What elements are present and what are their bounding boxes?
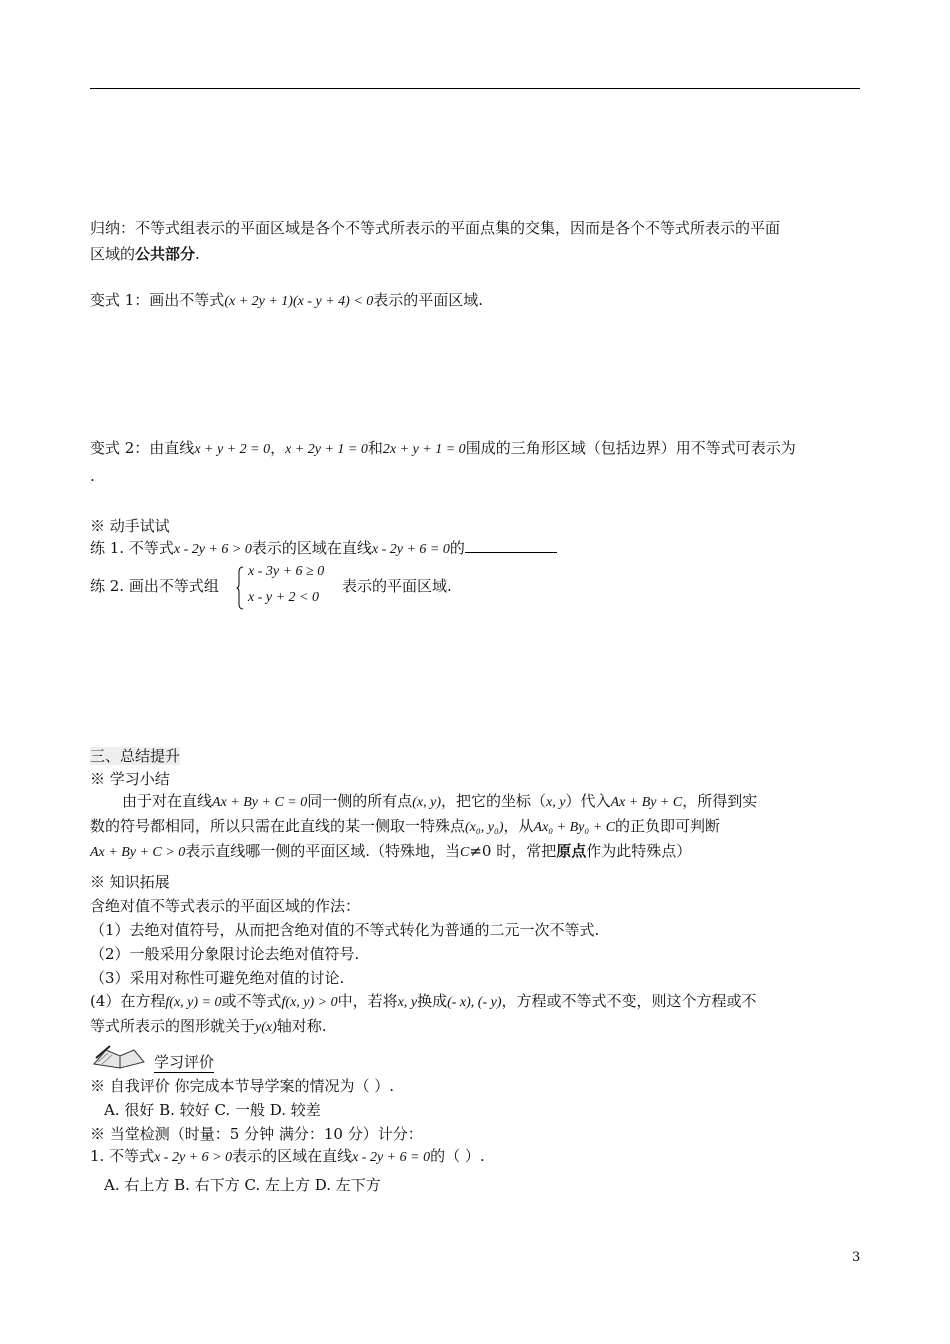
- p1-a: 由于对在直线: [122, 792, 213, 810]
- p2-math-1: (x₀, y₀): [465, 820, 504, 835]
- summary-text-post: .: [195, 245, 200, 263]
- p2-math-2: Ax₀ + By₀ + C: [533, 820, 616, 835]
- variant-2-math-1: x + y + 2 = 0: [194, 442, 271, 457]
- p1-math-3: x, y: [546, 795, 566, 810]
- evaluation-title: [154, 1052, 214, 1072]
- k5-a: 等式所表示的图形就关于: [90, 1017, 256, 1035]
- p2-c: 的正负即可判断: [615, 817, 721, 835]
- k4-b: 或不等式: [221, 992, 282, 1010]
- brace-icon: [236, 566, 244, 610]
- p3-a: 表示直线哪一侧的平面区域.（特殊地，当: [185, 842, 460, 860]
- summary-text-pre: 区域的: [90, 245, 136, 263]
- book-pen-icon: [90, 1044, 148, 1070]
- k5-math-1: y(x): [255, 1020, 277, 1035]
- variant-1-pre: 变式 1：画出不等式: [90, 291, 225, 309]
- exercise-2-post: 表示的平面区域.: [342, 577, 452, 595]
- p3-c: 作为此特殊点）: [586, 842, 692, 860]
- extension-subheading: ※ 知识拓展: [90, 873, 170, 891]
- summary-text: 归纳：不等式组表示的平面区域是各个不等式所表示的平面点集的交集，因而是各个不等式所表示的平面: [90, 219, 781, 237]
- para-2: [90, 816, 720, 838]
- p3-bold: 原点: [556, 842, 587, 860]
- variant-2-sep: ，: [270, 439, 286, 457]
- variant-1-post: 表示的平面区域.: [373, 291, 484, 309]
- evaluation-title-text: 学习评价: [154, 1053, 215, 1071]
- k4-d: 换成: [417, 992, 448, 1010]
- p1-c: ，把它的坐标（: [441, 792, 547, 810]
- variant-2-and: 和: [367, 439, 383, 457]
- q1-mid: 表示的区域在直线: [232, 1147, 353, 1165]
- page-number: 3: [852, 1250, 861, 1265]
- p2-a: 数的符号都相同，所以只需在此直线的某一侧取一特殊点: [90, 817, 466, 835]
- self-evaluation: ※ 自我评价 你完成本节导学案的情况为（ ）.: [90, 1077, 395, 1095]
- q1-math-2: x - 2y + 6 = 0: [352, 1150, 431, 1165]
- summary-bold: 公共部分: [135, 245, 196, 263]
- q1-math-1: x - 2y + 6 > 0: [154, 1150, 233, 1165]
- variant-2-post: 围成的三角形区域（包括边界）用不等式可表示为: [465, 439, 796, 457]
- p3-math-1: Ax + By + C > 0: [90, 845, 186, 860]
- extension-intro: 含绝对值不等式表示的平面区域的作法：: [90, 897, 361, 915]
- variant-2-math-3: 2x + y + 1 = 0: [382, 442, 466, 457]
- test-heading: ※ 当堂检测（时量：5 分钟 满分：10 分）计分：: [90, 1125, 423, 1143]
- p3-math-2: C: [460, 845, 470, 860]
- p3-b: ≠0 时，常把: [469, 842, 557, 860]
- variant-2: [90, 438, 796, 460]
- exercise-1: [90, 538, 557, 560]
- p1-math-2: (x, y): [412, 795, 442, 810]
- extension-item-4: [90, 991, 757, 1013]
- answer-blank[interactable]: [465, 538, 557, 553]
- section-3-title-text: 三、总结提升: [90, 747, 181, 765]
- extension-item-1: （1）去绝对值符号，从而把含绝对值的不等式转化为普通的二元一次不等式.: [90, 921, 600, 939]
- p2-b: ，从: [503, 817, 534, 835]
- summary-subheading: ※ 学习小结: [90, 770, 170, 788]
- extension-item-3: （3）采用对称性可避免绝对值的讨论.: [90, 969, 345, 987]
- summary-line-2: [90, 244, 200, 264]
- k4-math-4: (- x), (- y): [447, 995, 502, 1010]
- ex1-pre: 练 1. 不等式: [90, 539, 174, 557]
- tryit-heading: ※ 动手试试: [90, 517, 170, 535]
- p1-e: ，所得到实: [682, 792, 758, 810]
- p1-b: 同一侧的所有点: [307, 792, 413, 810]
- summary-line-1: [90, 218, 780, 238]
- extension-item-4-cont: [90, 1016, 327, 1038]
- self-evaluation-options: A. 很好 B. 较好 C. 一般 D. 较差: [104, 1101, 321, 1119]
- ex1-math-2: x - 2y + 6 = 0: [371, 542, 450, 557]
- k4-e: ，方程或不等式不变，则这个方程或不: [501, 992, 757, 1010]
- ex1-mid: 表示的区域在直线: [251, 539, 372, 557]
- k4-math-3: x, y: [397, 995, 418, 1010]
- extension-item-2: （2）一般采用分象限讨论去绝对值符号.: [90, 945, 360, 963]
- question-1: [90, 1146, 485, 1168]
- variant-2-cont: [90, 466, 95, 486]
- p1-math-4: Ax + By + C: [610, 795, 683, 810]
- variant-1-math: (x + 2y + 1)(x - y + 4) < 0: [224, 294, 374, 309]
- system-row-2: x - y + 2 < 0: [248, 590, 319, 605]
- para-1: [122, 791, 757, 813]
- p1-d: ）代入: [565, 792, 611, 810]
- k4-math-2: f(x, y) > 0: [281, 995, 338, 1010]
- ex1-post: 的: [449, 539, 465, 557]
- question-1-options: A. 右上方 B. 右下方 C. 左上方 D. 左下方: [104, 1176, 381, 1194]
- variant-2-cont-text: .: [90, 467, 95, 485]
- section-3-title: [90, 746, 180, 766]
- variant-2-math-2: x + 2y + 1 = 0: [285, 442, 368, 457]
- q1-pre: 1. 不等式: [90, 1147, 155, 1165]
- exercise-2-pre: 练 2. 画出不等式组: [90, 577, 219, 595]
- variant-1: [90, 290, 483, 312]
- k4-c: 中，若将: [337, 992, 398, 1010]
- system-row-1: x - 3y + 6 ≥ 0: [248, 564, 325, 579]
- header-rule: [90, 88, 860, 89]
- variant-2-pre: 变式 2：由直线: [90, 439, 195, 457]
- k4-a: (4）在方程: [90, 992, 166, 1010]
- k5-b: 轴对称.: [276, 1017, 327, 1035]
- ex1-math-1: x - 2y + 6 > 0: [173, 542, 252, 557]
- para-3: [90, 841, 691, 863]
- q1-post: 的（ ）.: [430, 1147, 485, 1165]
- p1-math-1: Ax + By + C = 0: [212, 795, 308, 810]
- k4-math-1: f(x, y) = 0: [165, 995, 222, 1010]
